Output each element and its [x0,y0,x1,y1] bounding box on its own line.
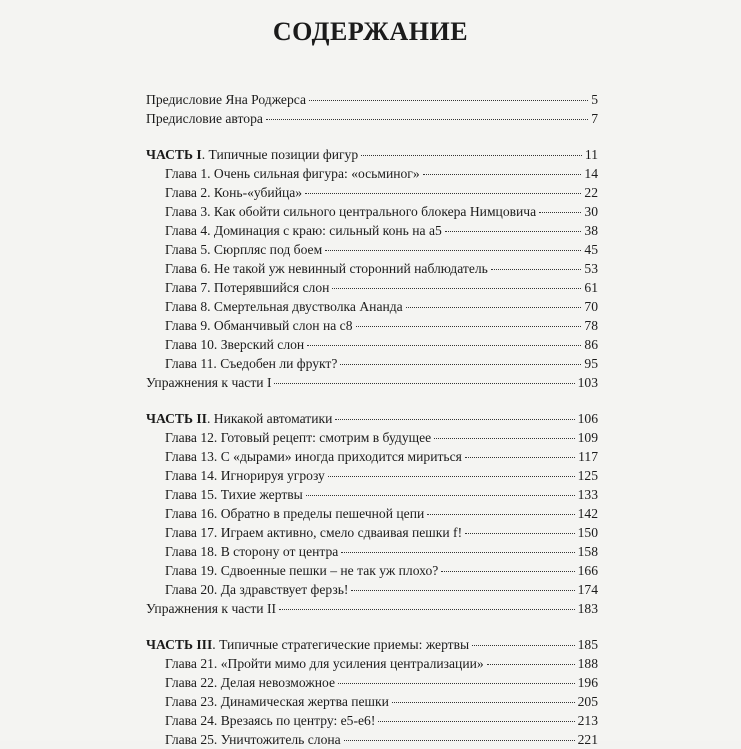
toc-entry-chapter-11[interactable] [146,354,598,373]
toc-entry-label: Глава 24. Врезаясь по центру: e5-e6! [165,713,376,728]
toc-entry-label: Глава 25. Уничтожитель слона [165,732,341,747]
part-title: . Типичные стратегические приемы: жертвы [212,637,470,652]
toc-entry-page: 106 [577,411,598,426]
toc-entry-label: Глава 16. Обратно в пределы пешечной цепи [165,506,425,521]
leader-dots [266,119,588,120]
leader-dots [465,457,575,458]
leader-dots [378,721,574,722]
toc-entry-page: 142 [577,506,598,521]
toc-entry-chapter-2[interactable] [146,183,598,202]
leader-dots [309,100,588,101]
toc-entry-label: Глава 8. Смертельная двустволка Ананда [165,299,403,314]
toc-entry-part-1[interactable] [146,145,598,164]
toc-entry-page: 7 [591,111,598,126]
toc-entry-page: 78 [584,318,598,333]
leader-dots [338,683,575,684]
toc-entry-foreword-author[interactable] [146,109,598,128]
toc-entry-label: Глава 18. В сторону от центра [165,544,339,559]
toc-entry-page: 30 [584,204,598,219]
toc-entry-page: 174 [577,582,598,597]
toc-entry-label: Глава 20. Да здравствует ферзь! [165,582,349,597]
toc-entry-label [146,635,469,654]
toc-entry-page: 86 [584,337,598,352]
leader-dots [441,571,574,572]
toc-entry-label: Упражнения к части I [146,375,272,390]
toc-entry-label: Глава 19. Сдвоенные пешки – не так уж плохо? [165,563,439,578]
toc-entry-page: 5 [591,92,598,107]
toc-entry-page: 133 [577,487,598,502]
toc-entry-label: Глава 22. Делая невозможное [165,675,335,690]
toc-entry-page: 11 [584,147,598,162]
toc-entry-label: Глава 1. Очень сильная фигура: «осьминог» [165,166,420,181]
toc-entry-page: 45 [584,242,598,257]
toc-entry-part-2[interactable] [146,409,598,428]
toc-entry-label: Глава 17. Играем активно, смело сдваивая пешки f! [165,525,463,540]
toc-entry-chapter-22[interactable] [146,673,598,692]
toc-entry-foreword-rogers[interactable] [146,90,598,109]
toc-entry-part-3[interactable] [146,635,598,654]
leader-dots [392,702,575,703]
toc-entry-chapter-9[interactable] [146,316,598,335]
toc-entry-chapter-14[interactable] [146,466,598,485]
toc-entry-page: 188 [577,656,598,671]
toc-entry-page: 158 [577,544,598,559]
part-number: ЧАСТЬ I [146,147,202,162]
toc-entry-label: Глава 7. Потерявшийся слон [165,280,330,295]
leader-dots [274,383,574,384]
toc-entry-page: 103 [577,375,598,390]
part-number: ЧАСТЬ II [146,411,207,426]
leader-dots [279,609,575,610]
toc-entry-page: 125 [577,468,598,483]
toc-entry-page: 185 [577,637,598,652]
toc-entry-label: Глава 13. С «дырами» иногда приходится мириться [165,449,462,464]
toc-entry-page: 14 [584,166,598,181]
toc-entry-label: Глава 15. Тихие жертвы [165,487,303,502]
toc-entry-label: Глава 21. «Пройти мимо для усиления централизации» [165,656,484,671]
toc-entry-page: 213 [577,713,598,728]
leader-dots [423,174,582,175]
leader-dots [487,664,575,665]
toc-entry-chapter-20[interactable] [146,580,598,599]
toc-entry-label: Глава 23. Динамическая жертва пешки [165,694,389,709]
leader-dots [351,590,574,591]
leader-dots [325,250,581,251]
leader-dots [445,231,582,232]
toc-entry-page: 205 [577,694,598,709]
toc-entry-chapter-24[interactable] [146,711,598,730]
toc-entry-label: Глава 10. Зверский слон [165,337,305,352]
toc-entry-page: 38 [584,223,598,238]
part-title: . Типичные позиции фигур [201,147,359,162]
toc-entry-chapter-13[interactable] [146,447,598,466]
leader-dots [472,645,574,646]
toc-entry-chapter-8[interactable] [146,297,598,316]
toc-entry-page: 95 [584,356,598,371]
toc-entry-chapter-18[interactable] [146,542,598,561]
toc-entry-chapter-5[interactable] [146,240,598,259]
leader-dots [328,476,575,477]
part-title: . Никакой автоматики [206,411,333,426]
toc-entry-chapter-15[interactable] [146,485,598,504]
table-of-contents [146,90,598,749]
toc-entry-label: Предисловие автора [146,111,263,126]
toc-entry-page: 196 [577,675,598,690]
toc-entry-chapter-6[interactable] [146,259,598,278]
leader-dots [361,155,582,156]
leader-dots [335,419,574,420]
page-title: СОДЕРЖАНИЕ [272,17,469,46]
toc-entry-page: 183 [577,601,598,616]
toc-entry-label: Глава 6. Не такой уж невинный сторонний наблюдатель [165,261,488,276]
leader-dots [307,345,581,346]
toc-entry-chapter-3[interactable] [146,202,598,221]
leader-dots [332,288,581,289]
toc-entry-chapter-10[interactable] [146,335,598,354]
toc-entry-label: Глава 11. Съедобен ли фрукт? [165,356,338,371]
toc-entry-chapter-21[interactable] [146,654,598,673]
toc-entry-page: 150 [577,525,598,540]
toc-entry-page: 70 [584,299,598,314]
toc-entry-label: Глава 3. Как обойти сильного центрального блокера Нимцовича [165,204,537,219]
toc-entry-chapter-23[interactable] [146,692,598,711]
toc-entry-label [146,145,358,164]
toc-entry-exercises-part-1[interactable] [146,373,598,392]
toc-entry-label: Глава 5. Сюрпляс под боем [165,242,323,257]
toc-entry-exercises-part-2[interactable] [146,599,598,618]
toc-entry-page: 221 [577,732,598,747]
leader-dots [539,212,581,213]
toc-entry-label: Глава 14. Игнорируя угрозу [165,468,325,483]
leader-dots [340,364,581,365]
toc-entry-page: 53 [584,261,598,276]
toc-entry-chapter-1[interactable] [146,164,598,183]
leader-dots [305,193,581,194]
toc-entry-label: Предисловие Яна Роджерса [146,92,306,107]
toc-entry-label: Упражнения к части II [146,601,277,616]
toc-entry-page: 117 [578,449,598,464]
toc-entry-chapter-17[interactable] [146,523,598,542]
toc-entry-label [146,409,332,428]
toc-entry-chapter-12[interactable] [146,428,598,447]
toc-entry-label: Глава 9. Обманчивый слон на с8 [165,318,353,333]
leader-dots [306,495,575,496]
leader-dots [341,552,574,553]
leader-dots [491,269,582,270]
leader-dots [465,533,574,534]
leader-dots [406,307,582,308]
toc-entry-label: Глава 4. Доминация с краю: сильный конь на а5 [165,223,442,238]
toc-entry-chapter-16[interactable] [146,504,598,523]
leader-dots [356,326,582,327]
toc-entry-chapter-25[interactable] [146,730,598,749]
toc-entry-label: Глава 2. Конь-«убийца» [165,185,303,200]
toc-entry-chapter-7[interactable] [146,278,598,297]
part-number: ЧАСТЬ III [146,637,213,652]
toc-entry-page: 109 [577,430,598,445]
leader-dots [427,514,574,515]
toc-entry-page: 166 [577,563,598,578]
toc-entry-chapter-19[interactable] [146,561,598,580]
toc-entry-page: 22 [584,185,598,200]
toc-entry-label: Глава 12. Готовый рецепт: смотрим в будущее [165,430,432,445]
toc-entry-page: 61 [584,280,598,295]
leader-dots [434,438,574,439]
toc-entry-chapter-4[interactable] [146,221,598,240]
